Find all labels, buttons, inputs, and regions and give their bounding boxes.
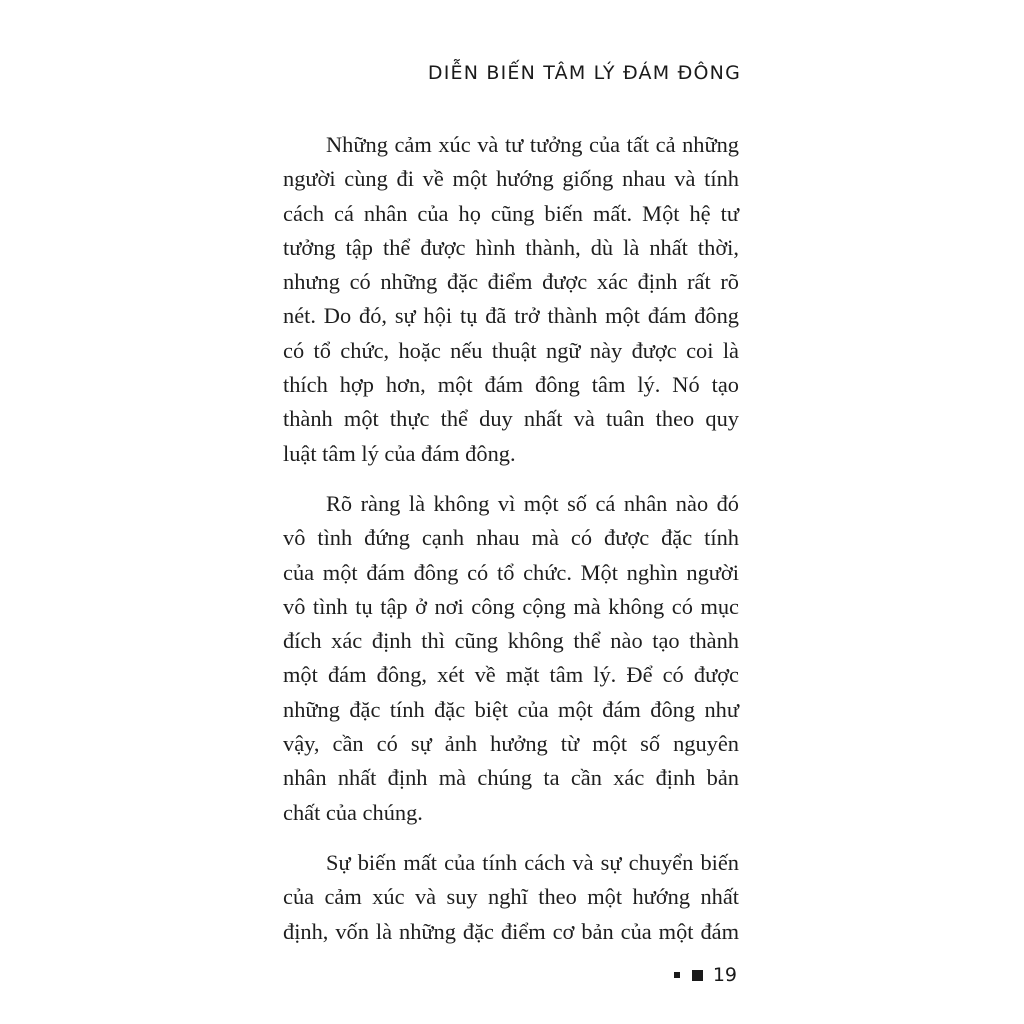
text-line: nhân nhất định mà chúng ta cần xác định bản xyxy=(283,765,739,791)
text-line: cách cá nhân của họ cũng biến mất. Một hệ tư xyxy=(283,200,739,226)
text-line: luật tâm lý của đám đông. xyxy=(283,440,516,466)
text-line: của cảm xúc và suy nghĩ theo một hướng nhất xyxy=(283,884,739,910)
text-line: của một đám đông có tổ chức. Một nghìn người xyxy=(283,559,739,585)
text-line: đích xác định thì cũng không thể nào tạo thành xyxy=(283,628,739,654)
text-line: chất của chúng. xyxy=(283,799,423,825)
text-line: định, vốn là những đặc điểm cơ bản của một đám xyxy=(283,918,739,944)
large-square-ornament-icon xyxy=(692,970,703,981)
text-line: nét. Do đó, sự hội tụ đã trở thành một đám đông xyxy=(283,303,739,329)
paragraph-3 xyxy=(283,846,739,949)
text-line: thành một thực thể duy nhất và tuân theo quy xyxy=(283,406,739,432)
page-number: 19 xyxy=(712,964,737,986)
body-text xyxy=(283,128,739,965)
text-line: Những cảm xúc và tư tưởng của tất cả những xyxy=(326,132,739,157)
text-line: vô tình đứng cạnh nhau mà có được đặc tính xyxy=(283,525,739,551)
paragraph-1 xyxy=(283,128,739,471)
small-square-ornament-icon xyxy=(674,972,680,978)
text-line: nhưng có những đặc điểm được xác định rất rõ xyxy=(283,269,739,295)
text-line: Sự biến mất của tính cách và sự chuyển biến xyxy=(326,849,739,875)
text-line: Rõ ràng là không vì một số cá nhân nào đó xyxy=(326,490,739,516)
text-line: những đặc tính đặc biệt của một đám đông như xyxy=(283,696,739,722)
paragraph-2 xyxy=(283,487,739,830)
text-line: vô tình tụ tập ở nơi công cộng mà không có mục xyxy=(283,593,739,619)
text-line: một đám đông, xét về mặt tâm lý. Để có được xyxy=(283,662,739,688)
page-footer xyxy=(674,964,737,986)
text-line: tưởng tập thể được hình thành, dù là nhất thời, xyxy=(283,234,739,260)
text-line: thích hợp hơn, một đám đông tâm lý. Nó tạo xyxy=(283,372,739,398)
text-line: vậy, cần có sự ảnh hưởng từ một số nguyên xyxy=(283,731,739,757)
text-line: người cùng đi về một hướng giống nhau và tính xyxy=(283,166,739,192)
running-header-title: DIỄN BIẾN TÂM LÝ ĐÁM ĐÔNG xyxy=(427,62,741,84)
text-line: có tổ chức, hoặc nếu thuật ngữ này được coi là xyxy=(283,337,739,363)
